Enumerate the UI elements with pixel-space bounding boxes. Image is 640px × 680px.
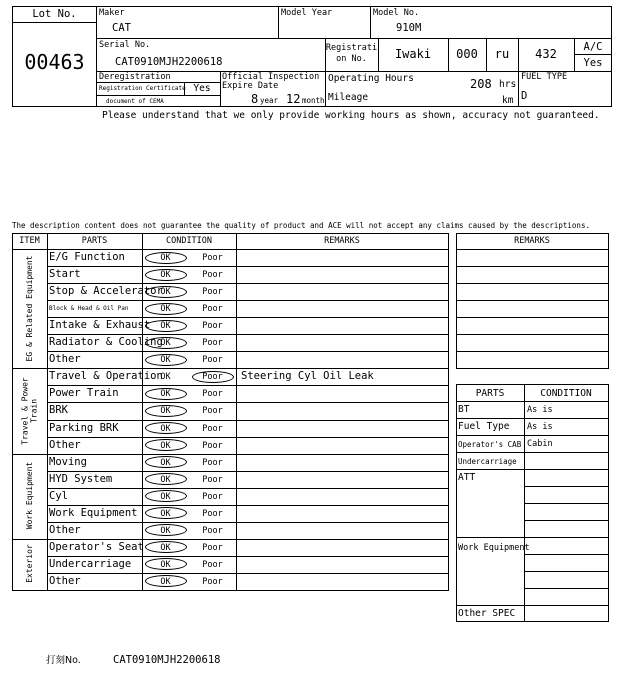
condition-poor-option: Poor (202, 338, 223, 349)
hours-label: Operating Hours (328, 73, 414, 84)
condition-ok-option: OK (160, 423, 171, 434)
work-equipment-sub-row (524, 588, 608, 589)
month-unit: month (302, 96, 325, 105)
ok-selection-circle (145, 303, 187, 315)
other-spec-divider (456, 605, 608, 606)
reg-place: Iwaki (394, 47, 432, 61)
row-divider (47, 334, 448, 335)
ok-selection-circle (145, 269, 187, 281)
part-label: Cyl (49, 489, 68, 502)
part-label: Start (49, 268, 81, 281)
right-part-label: BT (458, 404, 470, 415)
row-divider (47, 420, 448, 421)
right-remarks-row (456, 317, 608, 318)
disclaimer: The description content does not guarantee the quality of product and ACE will not accept any claims caused by the descriptions. (12, 221, 590, 230)
registration-label-2: on No. (336, 54, 367, 64)
right-parts-row-divider (456, 435, 608, 436)
part-label: Stop & Accelerator (49, 285, 163, 298)
work-equipment-label: Work Equipment (458, 543, 530, 553)
row-divider (47, 556, 448, 557)
ok-selection-circle (145, 439, 187, 451)
condition-poor-option: Poor (202, 559, 223, 570)
row-divider (47, 505, 448, 506)
maker-label: Maker (99, 8, 125, 18)
work-equipment-sub-row (524, 571, 608, 572)
inspection-label-1: Official Inspection (222, 72, 320, 82)
group-divider (12, 539, 448, 540)
condition-poor-option: Poor (202, 576, 223, 587)
condition-ok-option: OK (160, 542, 171, 553)
condition-ok-option: OK (160, 474, 171, 485)
lot-number: 00463 (24, 50, 85, 74)
ok-selection-circle (145, 405, 187, 417)
ok-selection-circle (145, 456, 187, 468)
condition-ok-option: OK (160, 355, 171, 366)
part-label: Block & Head & Oil Pan (49, 305, 129, 313)
row-divider (47, 283, 448, 284)
row-divider (47, 317, 448, 318)
condition-ok-option: OK (160, 508, 171, 519)
part-label: BRK (49, 404, 68, 417)
part-label: Radiator & Cooling (49, 336, 163, 349)
row-divider (47, 402, 448, 403)
part-label: Moving (49, 455, 87, 468)
right-remarks-row (456, 334, 608, 335)
model-no-label: Model No. (373, 8, 420, 18)
group-label: Travel & Power Train (20, 377, 39, 445)
condition-ok-option: OK (160, 389, 171, 400)
group-divider (12, 454, 448, 455)
condition-poor-option: Poor (202, 406, 223, 417)
right-remarks-frame (456, 233, 609, 369)
part-label: Parking BRK (49, 421, 119, 434)
other-spec-label: Other SPEC (458, 608, 516, 619)
condition-poor-option: Poor (202, 491, 223, 502)
part-label: Other (49, 574, 81, 587)
row-divider (47, 471, 448, 472)
att-divider (456, 469, 608, 470)
condition-poor-option: Poor (202, 474, 223, 485)
part-label: Power Train (49, 387, 119, 400)
condition-poor-option: Poor (202, 304, 223, 315)
hours-unit: hrs (499, 79, 517, 90)
serial-value: CAT0910MJH2200618 (115, 56, 223, 68)
reg-class: 000 (456, 47, 478, 61)
condition-ok-option: OK (160, 457, 171, 468)
right-parts-row-divider (456, 452, 608, 453)
ac-label: A/C (583, 41, 603, 53)
serial-label: Serial No. (99, 40, 151, 50)
part-label: HYD System (49, 472, 113, 485)
condition-ok-option: OK (160, 576, 171, 587)
right-remarks-row (456, 266, 608, 267)
row-divider (47, 437, 448, 438)
condition-poor-option: Poor (202, 508, 223, 519)
right-part-label: Fuel Type (458, 421, 510, 432)
dereg-label: Deregistration (99, 72, 171, 82)
condition-poor-option: Poor (202, 287, 223, 298)
inspection-months: 12 (286, 92, 301, 106)
row-divider (47, 488, 448, 489)
maker-value: CAT (112, 22, 131, 34)
col-header-remarks: REMARKS (324, 236, 360, 246)
condition-ok-option: OK (160, 491, 171, 502)
registration-label-1: Registrati (325, 43, 378, 53)
fuel-label: FUEL TYPE (521, 72, 568, 82)
att-sub-row (524, 486, 608, 487)
part-label: Other (49, 523, 81, 536)
condition-poor-option: Poor (202, 355, 223, 366)
group-label: EG & Related Equipment (25, 255, 34, 362)
condition-ok-option: OK (160, 304, 171, 315)
right-remarks-header: REMARKS (514, 236, 550, 246)
right-remarks-row (456, 351, 608, 352)
condition-ok-option: OK (160, 253, 171, 263)
part-label: Undercarriage (49, 557, 132, 570)
condition-ok-option: OK (160, 321, 171, 332)
reg-kana: ru (494, 47, 510, 61)
part-label: Travel & Operation (49, 370, 163, 383)
condition-poor-option: Poor (202, 457, 223, 468)
ok-selection-circle (145, 286, 187, 298)
condition-poor-option: Poor (202, 372, 223, 383)
hours-notice: Please understand that we only provide working hours as shown, accuracy not guaranteed. (102, 110, 600, 121)
condition-ok-option: OK (160, 559, 171, 570)
reg-number: 432 (535, 47, 557, 61)
row-divider (47, 573, 448, 574)
work-equipment-divider (456, 537, 608, 538)
col-header-item: ITEM (19, 236, 40, 246)
ok-selection-circle (145, 337, 187, 349)
table-col-divider (236, 233, 237, 590)
right-parts-row-divider (456, 418, 608, 419)
right-remarks-row (456, 300, 608, 301)
part-label: Operator's Seat (49, 540, 144, 553)
work-equipment-sub-row (524, 554, 608, 555)
part-label: Other (49, 353, 81, 366)
right-part-label: Undercarriage (458, 457, 517, 466)
model-year-label: Model Year (281, 8, 333, 18)
condition-poor-option: Poor (202, 321, 223, 332)
mileage-unit: km (502, 95, 514, 106)
inspection-years: 8 (251, 92, 259, 106)
reg-cert-value: Yes (193, 83, 211, 94)
mileage-label: Mileage (328, 92, 369, 103)
condition-ok-option: OK (160, 372, 171, 383)
condition-poor-option: Poor (202, 270, 223, 281)
inspection-label-2: Expire Date (222, 81, 279, 91)
ok-selection-circle (145, 388, 187, 400)
hours-value: 208 (470, 77, 492, 91)
condition-ok-option: OK (160, 406, 171, 417)
stamp-value: CAT0910MJH2200618 (113, 654, 221, 666)
condition-ok-option: OK (160, 270, 171, 281)
model-no-value: 910M (396, 22, 422, 34)
condition-poor-option: Poor (202, 389, 223, 400)
right-remarks-row (456, 249, 608, 250)
condition-ok-option: OK (160, 440, 171, 451)
att-label: ATT (458, 472, 476, 483)
poor-selection-circle (192, 371, 234, 383)
right-condition-value: Cabin (527, 439, 553, 449)
cema-label: document of CEMA (106, 98, 164, 105)
group-divider (12, 368, 448, 369)
table-header-divider (12, 249, 448, 250)
year-unit: year (260, 96, 279, 105)
condition-poor-option: Poor (202, 525, 223, 536)
fuel-value: D (521, 90, 528, 102)
col-header-condition: CONDITION (165, 236, 213, 246)
ok-selection-circle (145, 354, 187, 366)
right-remarks-row (456, 283, 608, 284)
condition-poor-option: Poor (202, 542, 223, 553)
right-condition-value: As is (527, 405, 553, 415)
condition-poor-option: Poor (202, 440, 223, 451)
att-sub-row (524, 503, 608, 504)
row-divider (47, 385, 448, 386)
group-label: Exterior (24, 544, 34, 584)
group-label: Work Equipment (25, 462, 34, 530)
condition-ok-option: OK (160, 338, 171, 349)
ok-selection-circle (145, 422, 187, 434)
row-divider (47, 351, 448, 352)
ok-selection-circle (145, 252, 187, 264)
right-parts-header: PARTS (475, 388, 505, 399)
right-condition-header: CONDITION (540, 388, 592, 399)
col-header-parts: PARTS (81, 236, 108, 246)
part-label: Intake & Exhaust (49, 319, 151, 332)
part-label: Other (49, 438, 81, 451)
ac-value: Yes (583, 57, 603, 69)
row-divider (47, 522, 448, 523)
att-sub-row (524, 520, 608, 521)
lot-label: Lot No. (32, 8, 77, 20)
condition-ok-option: OK (160, 525, 171, 536)
table-col-divider (47, 233, 48, 590)
condition-ok-option: OK (160, 287, 171, 298)
reg-cert-label: Registration Certificate (99, 85, 186, 92)
part-label: E/G Function (49, 251, 125, 263)
right-parts-header-divider (456, 401, 608, 402)
remark-text: Steering Cyl Oil Leak (241, 370, 374, 383)
stamp-label: 打刻No. (46, 655, 81, 666)
condition-poor-option: Poor (202, 423, 223, 434)
right-part-label: Operator's CAB (458, 440, 522, 449)
right-condition-value: As is (527, 422, 553, 432)
row-divider (47, 300, 448, 301)
part-label: Work Equipment (49, 506, 138, 519)
condition-poor-option: Poor (202, 253, 223, 263)
ok-selection-circle (145, 320, 187, 332)
row-divider (47, 266, 448, 267)
